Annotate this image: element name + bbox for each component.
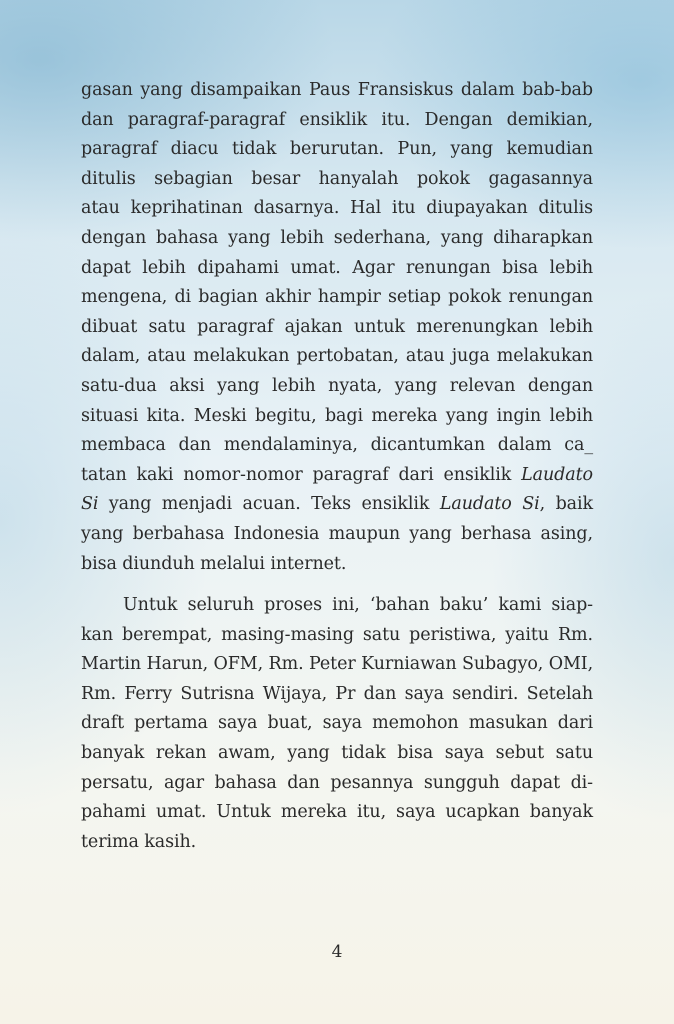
text-line bbox=[81, 490, 593, 520]
text-line: ditulis sebagian besar hanyalah pokok gagasannya bbox=[81, 168, 593, 189]
text-line: membaca dan mendalaminya, dicantumkan dalam ca_ bbox=[81, 435, 593, 456]
italic-title: Laudato bbox=[521, 464, 593, 485]
text-line: dibuat satu paragraf ajakan untuk merenungkan lebih bbox=[81, 316, 593, 337]
paragraph-1 bbox=[81, 76, 593, 579]
text-line: kan berempat, masing-masing satu peristiwa, yaitu Rm. bbox=[81, 624, 593, 645]
text-line: terima kasih. bbox=[81, 831, 197, 852]
text-line: paragraf diacu tidak berurutan. Pun, yang kemudian bbox=[81, 139, 593, 160]
text-segment: , baik bbox=[539, 494, 594, 515]
page-number: 4 bbox=[331, 942, 343, 962]
text-line: dan paragraf-paragraf ensiklik itu. Dengan demikian, bbox=[81, 109, 593, 130]
text-segment: yang menjadi acuan. Teks ensiklik bbox=[98, 494, 440, 515]
text-line: bisa diunduh melalui internet. bbox=[81, 553, 347, 574]
text-line: pahami umat. Untuk mereka itu, saya ucapkan banyak bbox=[81, 802, 593, 823]
page-body bbox=[81, 76, 593, 857]
italic-title: Si bbox=[81, 494, 99, 515]
paragraph-2 bbox=[81, 591, 593, 857]
text-line: Untuk seluruh proses ini, ‘bahan baku’ kami siap- bbox=[123, 595, 593, 616]
italic-title: Laudato Si bbox=[439, 494, 540, 515]
text-line: draft pertama saya buat, saya memohon masukan dari bbox=[81, 713, 593, 734]
text-line: situasi kita. Meski begitu, bagi mereka yang ingin lebih bbox=[81, 405, 593, 426]
text-line: dapat lebih dipahami umat. Agar renungan bisa lebih bbox=[81, 257, 593, 278]
text-line: yang berbahasa Indonesia maupun yang berhasa asing, bbox=[81, 523, 593, 544]
text-line bbox=[81, 461, 593, 491]
text-line: satu-dua aksi yang lebih nyata, yang relevan dengan bbox=[81, 375, 593, 396]
text-line: mengena, di bagian akhir hampir setiap pokok renungan bbox=[81, 287, 593, 308]
text-line: dengan bahasa yang lebih sederhana, yang diharapkan bbox=[81, 227, 593, 248]
text-line: Martin Harun, OFM, Rm. Peter Kurniawan Subagyo, OMI, bbox=[81, 654, 594, 675]
text-line: persatu, agar bahasa dan pesannya sungguh dapat di- bbox=[81, 772, 593, 793]
text-line: banyak rekan awam, yang tidak bisa saya sebut satu bbox=[81, 743, 593, 764]
text-line: Rm. Ferry Sutrisna Wijaya, Pr dan saya sendiri. Setelah bbox=[81, 683, 593, 704]
text-line: atau keprihatinan dasarnya. Hal itu diupayakan ditulis bbox=[81, 198, 593, 219]
text-segment: tatan kaki nomor-nomor paragraf dari ensiklik bbox=[81, 464, 522, 485]
text-line: gasan yang disampaikan Paus Fransiskus dalam bab-bab bbox=[81, 80, 593, 100]
text-line: dalam, atau melakukan pertobatan, atau juga melakukan bbox=[81, 346, 593, 367]
